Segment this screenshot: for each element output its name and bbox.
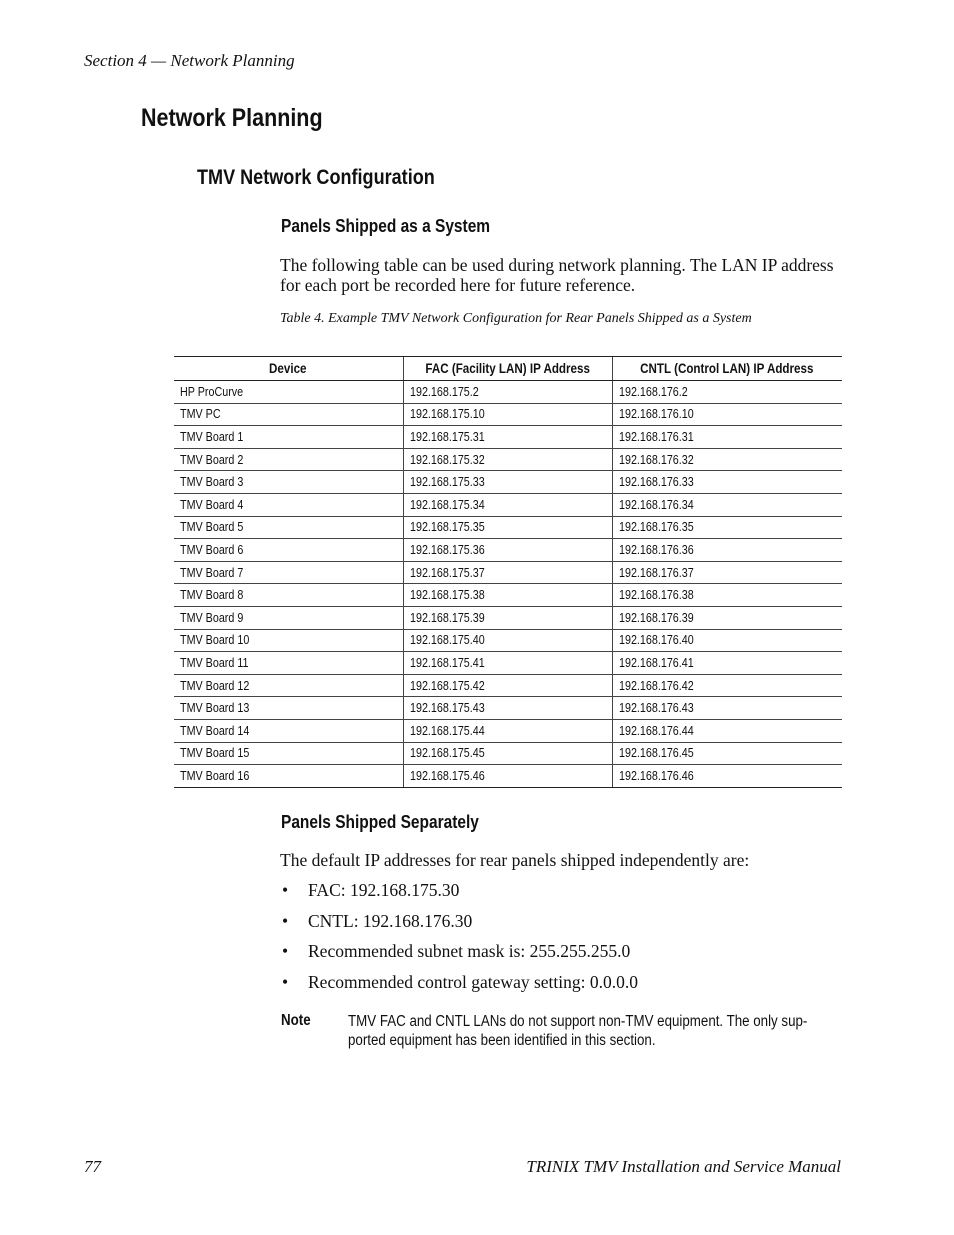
column-header-device: Device: [174, 357, 403, 381]
fac-ip-cell: 192.168.175.40: [403, 629, 612, 652]
cntl-ip-cell: 192.168.176.43: [612, 697, 842, 720]
device-cell: TMV Board 10: [174, 629, 403, 652]
device-cell: TMV Board 2: [174, 448, 403, 471]
table-row: [174, 697, 842, 720]
fac-ip-cell: 192.168.175.41: [403, 652, 612, 675]
device-cell: TMV Board 12: [174, 674, 403, 697]
cntl-ip-cell: 192.168.176.38: [612, 584, 842, 607]
cntl-ip-cell: 192.168.176.45: [612, 742, 842, 765]
fac-ip-cell: 192.168.175.34: [403, 493, 612, 516]
device-cell: TMV Board 14: [174, 719, 403, 742]
subsection-heading-separate: Panels Shipped Separately: [281, 812, 479, 832]
cntl-ip-cell: 192.168.176.40: [612, 629, 842, 652]
table-row: [174, 606, 842, 629]
device-cell: TMV Board 1: [174, 426, 403, 449]
device-cell: TMV Board 3: [174, 471, 403, 494]
fac-ip-cell: 192.168.175.37: [403, 561, 612, 584]
note-label: Note: [281, 1012, 311, 1029]
fac-ip-cell: 192.168.175.36: [403, 539, 612, 562]
device-cell: TMV Board 9: [174, 606, 403, 629]
table-body: [174, 381, 842, 788]
device-cell: TMV PC: [174, 403, 403, 426]
cntl-ip-cell: 192.168.176.35: [612, 516, 842, 539]
device-cell: TMV Board 4: [174, 493, 403, 516]
table-row: [174, 584, 842, 607]
fac-ip-cell: 192.168.175.45: [403, 742, 612, 765]
intro-paragraph: The following table can be used during network planning. The LAN IP address for each port be recorded here for future reference.: [280, 255, 834, 295]
table-row: [174, 403, 842, 426]
fac-ip-cell: 192.168.175.33: [403, 471, 612, 494]
cntl-ip-cell: 192.168.176.41: [612, 652, 842, 675]
page-title: Network Planning: [141, 104, 323, 132]
subsection-heading-system: Panels Shipped as a System: [281, 216, 491, 236]
column-header-fac: FAC (Facility LAN) IP Address: [403, 357, 612, 381]
table-row: [174, 448, 842, 471]
table-row: [174, 765, 842, 788]
list-item: • Recommended control gateway setting: 0.0.0.0: [282, 971, 638, 992]
fac-ip-cell: 192.168.175.38: [403, 584, 612, 607]
table-row: [174, 652, 842, 675]
fac-ip-cell: 192.168.175.46: [403, 765, 612, 788]
note-text: TMV FAC and CNTL LANs do not support non-TMV equipment. The only sup-ported equipment has been identified in this section.: [348, 1013, 808, 1049]
table-row: [174, 516, 842, 539]
fac-ip-cell: 192.168.175.35: [403, 516, 612, 539]
cntl-ip-cell: 192.168.176.2: [612, 381, 842, 404]
table-row: [174, 381, 842, 404]
cntl-ip-cell: 192.168.176.34: [612, 493, 842, 516]
cntl-ip-cell: 192.168.176.36: [612, 539, 842, 562]
section-heading: TMV Network Configuration: [197, 166, 435, 189]
fac-ip-cell: 192.168.175.43: [403, 697, 612, 720]
cntl-ip-cell: 192.168.176.46: [612, 765, 842, 788]
device-cell: TMV Board 16: [174, 765, 403, 788]
device-cell: TMV Board 8: [174, 584, 403, 607]
manual-title: TRINIX TMV Installation and Service Manual: [526, 1157, 841, 1176]
table-row: [174, 719, 842, 742]
device-cell: TMV Board 13: [174, 697, 403, 720]
device-cell: TMV Board 15: [174, 742, 403, 765]
table-row: [174, 629, 842, 652]
fac-ip-cell: 192.168.175.42: [403, 674, 612, 697]
separate-paragraph: The default IP addresses for rear panels shipped independently are:: [280, 850, 750, 870]
default-address-list: [280, 878, 638, 1000]
page-number: 77: [84, 1157, 101, 1176]
fac-ip-cell: 192.168.175.31: [403, 426, 612, 449]
fac-ip-cell: 192.168.175.39: [403, 606, 612, 629]
table-row: [174, 674, 842, 697]
cntl-ip-cell: 192.168.176.31: [612, 426, 842, 449]
cntl-ip-cell: 192.168.176.32: [612, 448, 842, 471]
table-row: [174, 539, 842, 562]
fac-ip-cell: 192.168.175.10: [403, 403, 612, 426]
table-row: [174, 742, 842, 765]
fac-ip-cell: 192.168.175.32: [403, 448, 612, 471]
column-header-cntl: CNTL (Control LAN) IP Address: [612, 357, 842, 381]
device-cell: TMV Board 11: [174, 652, 403, 675]
cntl-ip-cell: 192.168.176.10: [612, 403, 842, 426]
cntl-ip-cell: 192.168.176.39: [612, 606, 842, 629]
cntl-ip-cell: 192.168.176.42: [612, 674, 842, 697]
table-row: [174, 426, 842, 449]
table-row: [174, 561, 842, 584]
running-head: Section 4 — Network Planning: [84, 51, 295, 70]
fac-ip-cell: 192.168.175.2: [403, 381, 612, 404]
device-cell: TMV Board 5: [174, 516, 403, 539]
table-caption: Table 4. Example TMV Network Configuration for Rear Panels Shipped as a System: [280, 311, 752, 326]
list-item: • CNTL: 192.168.176.30: [282, 910, 473, 931]
cntl-ip-cell: 192.168.176.44: [612, 719, 842, 742]
fac-ip-cell: 192.168.175.44: [403, 719, 612, 742]
ip-address-table: [174, 356, 842, 788]
cntl-ip-cell: 192.168.176.37: [612, 561, 842, 584]
list-item: • Recommended subnet mask is: 255.255.255.0: [282, 941, 631, 961]
device-cell: HP ProCurve: [174, 381, 403, 404]
table-row: [174, 471, 842, 494]
table-header-row: [174, 357, 842, 381]
device-cell: TMV Board 6: [174, 539, 403, 562]
table-row: [174, 493, 842, 516]
cntl-ip-cell: 192.168.176.33: [612, 471, 842, 494]
list-item: • FAC: 192.168.175.30: [282, 880, 460, 900]
device-cell: TMV Board 7: [174, 561, 403, 584]
